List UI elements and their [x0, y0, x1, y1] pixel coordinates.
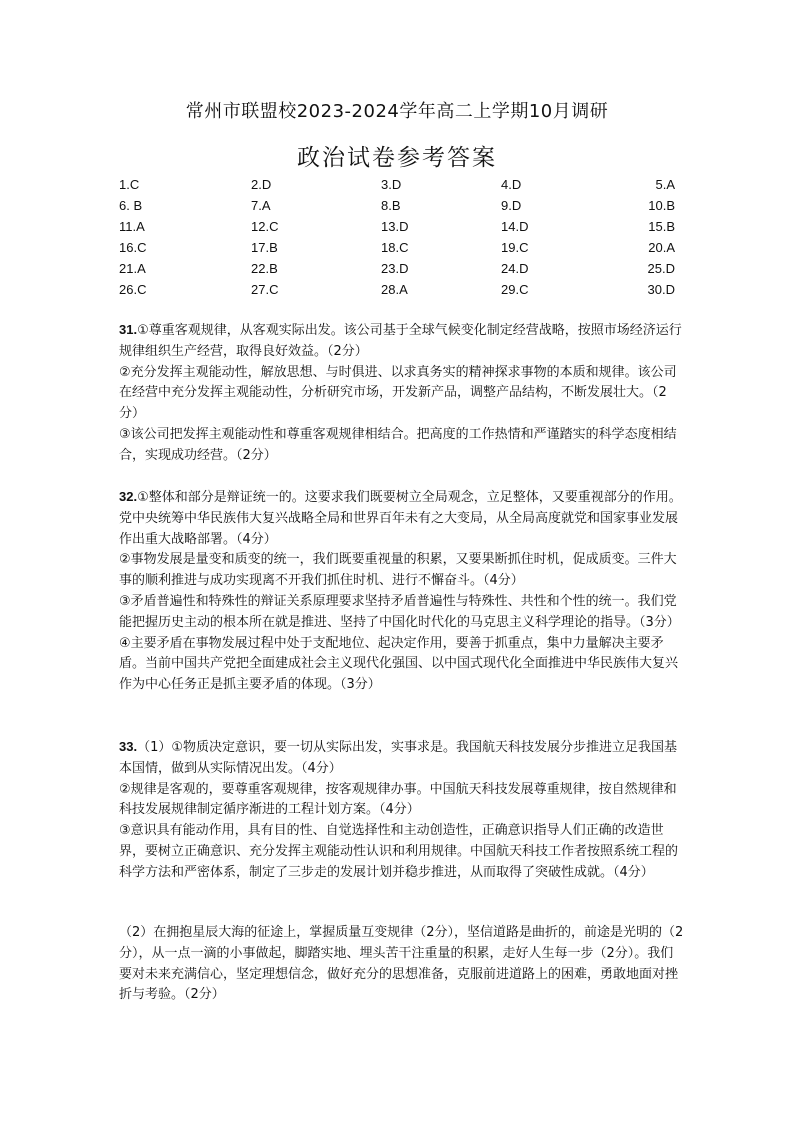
answer-row — [119, 217, 675, 238]
answer-item: 16.C — [119, 240, 147, 255]
answer-item: 12.C — [251, 219, 279, 234]
answer-item: 5.A — [655, 177, 675, 192]
answer-row — [119, 280, 675, 301]
answer-row — [119, 238, 675, 259]
answer-item: 30.D — [647, 282, 675, 297]
question-number: 31. — [119, 322, 138, 337]
answer-paragraph — [119, 487, 685, 550]
answer-item: 22.B — [251, 261, 278, 276]
answer-item: 15.B — [648, 219, 675, 234]
answer-key-table — [119, 175, 675, 301]
answer-item: 3.D — [381, 177, 402, 192]
question-32-answer — [119, 487, 685, 696]
answer-paragraph: （2）在拥抱星辰大海的征途上，掌握质量互变规律（2分），坚信道路是曲折的，前途是光明的（2分），从一点一滴的小事做起，脚踏实地、埋头苦干注重量的积累，走好人生每一步（2分）。我们要对未来充满信心，坚定理想信念，做好充分的思想准备，克服前进道路上的困难，勇敢地面对挫折与考验。（2分） — [119, 925, 684, 1003]
answer-paragraph: ③该公司把发挥主观能动性和尊重客观规律相结合。把高度的工作热情和严谨踏实的科学态度相结合，实现成功经营。（2分） — [119, 426, 677, 463]
answer-row — [119, 259, 675, 280]
answer-text: ①物质决定意识，要一切从实际出发，实事求是。我国航天科技发展分步推进立足我国基本国情，做到从实际情况出发。（4分） — [119, 740, 678, 776]
answer-item: 10.B — [648, 198, 675, 213]
answer-item: 27.C — [251, 282, 279, 297]
answer-item: 6. B — [119, 198, 143, 213]
answer-item: 29.C — [501, 282, 529, 297]
answer-item: 14.D — [501, 219, 529, 234]
question-number: 33. — [119, 739, 138, 754]
answer-item: 7.A — [251, 198, 271, 213]
answer-paragraph — [119, 737, 685, 780]
answer-item: 8.B — [381, 198, 401, 213]
answer-row — [119, 196, 675, 217]
part-label: （1） — [137, 740, 172, 755]
answer-item: 17.B — [251, 240, 278, 255]
question-number: 32. — [119, 489, 138, 504]
answer-paragraph: ③意识具有能动作用，具有目的性、自觉选择性和主动创造性，正确意识指导人们正确的改造世界，要树立正确意识、充分发挥主观能动性认识和利用规律。中国航天科技工作者按照系统工程的科学方法和严密体系，制定了三步走的发展计划并稳步推进，从而取得了突破性成就。（4分） — [119, 823, 679, 880]
answer-item: 13.D — [381, 219, 409, 234]
answer-item: 19.C — [501, 240, 529, 255]
answer-text: ①整体和部分是辩证统一的。这要求我们既要树立全局观念，立足整体，又要重视部分的作用。党中央统筹中华民族伟大复兴战略全局和世界百年未有之大变局，从全局高度就党和国家事业发展作出重大战略部署。（4分） — [119, 490, 682, 547]
answer-item: 18.C — [381, 240, 409, 255]
answer-item: 20.A — [648, 240, 675, 255]
answer-row — [119, 175, 675, 196]
question-31-answer — [119, 320, 685, 467]
answer-paragraph: ②事物发展是量变和质变的统一，我们既要重视量的积累，又要果断抓住时机，促成质变。三件大事的顺利推进与成功实现离不开我们抓住时机、进行不懈奋斗。（4分） — [119, 552, 677, 589]
answer-item: 28.A — [381, 282, 408, 297]
answer-item: 26.C — [119, 282, 147, 297]
answer-paragraph — [119, 320, 685, 363]
document-title: 政治试卷参考答案 — [297, 145, 497, 171]
answer-item: 23.D — [381, 261, 409, 276]
answer-paragraph: ②规律是客观的，要尊重客观规律，按客观规律办事。中国航天科技发展尊重规律，按自然规律和科技发展规律制定循序渐进的工程计划方案。（4分） — [119, 781, 677, 818]
answer-paragraph: ③矛盾普遍性和特殊性的辩证关系原理要求坚持矛盾普遍性与特殊性、共性和个性的统一。我们党能把握历史主动的根本所在就是推进、坚持了中国化时代化的马克思主义科学理论的指导。（3分） — [119, 593, 680, 630]
answer-item: 25.D — [647, 261, 675, 276]
answer-item: 11.A — [119, 219, 145, 234]
exam-title: 常州市联盟校2023-2024学年高二上学期10月调研 — [185, 101, 609, 122]
question-33-part1-answer — [119, 737, 685, 884]
answer-item: 9.D — [501, 198, 522, 213]
answer-item: 1.C — [119, 177, 140, 192]
answer-item: 24.D — [501, 261, 529, 276]
question-33-part2-answer — [119, 923, 685, 1006]
answer-item: 21.A — [119, 261, 146, 276]
answer-paragraph: ④主要矛盾在事物发展过程中处于支配地位、起决定作用，要善于抓重点，集中力量解决主要矛盾。当前中国共产党把全面建成社会主义现代化强国、以中国式现代化全面推进中华民族伟大复兴作为中心任务正是抓主要矛盾的体现。（3分） — [119, 635, 679, 693]
answer-item: 4.D — [501, 177, 522, 192]
answer-text: ①尊重客观规律，从客观实际出发。该公司基于全球气候变化制定经营战略，按照市场经济运行规律组织生产经营，取得良好效益。（2分） — [119, 323, 682, 359]
answer-item: 2.D — [251, 177, 272, 192]
answer-paragraph: ②充分发挥主观能动性，解放思想、与时俱进、以求真务实的精神探求事物的本质和规律。该公司在经营中充分发挥主观能动性，分析研究市场，开发新产品，调整产品结构，不断发展壮大。（2分） — [119, 364, 677, 422]
